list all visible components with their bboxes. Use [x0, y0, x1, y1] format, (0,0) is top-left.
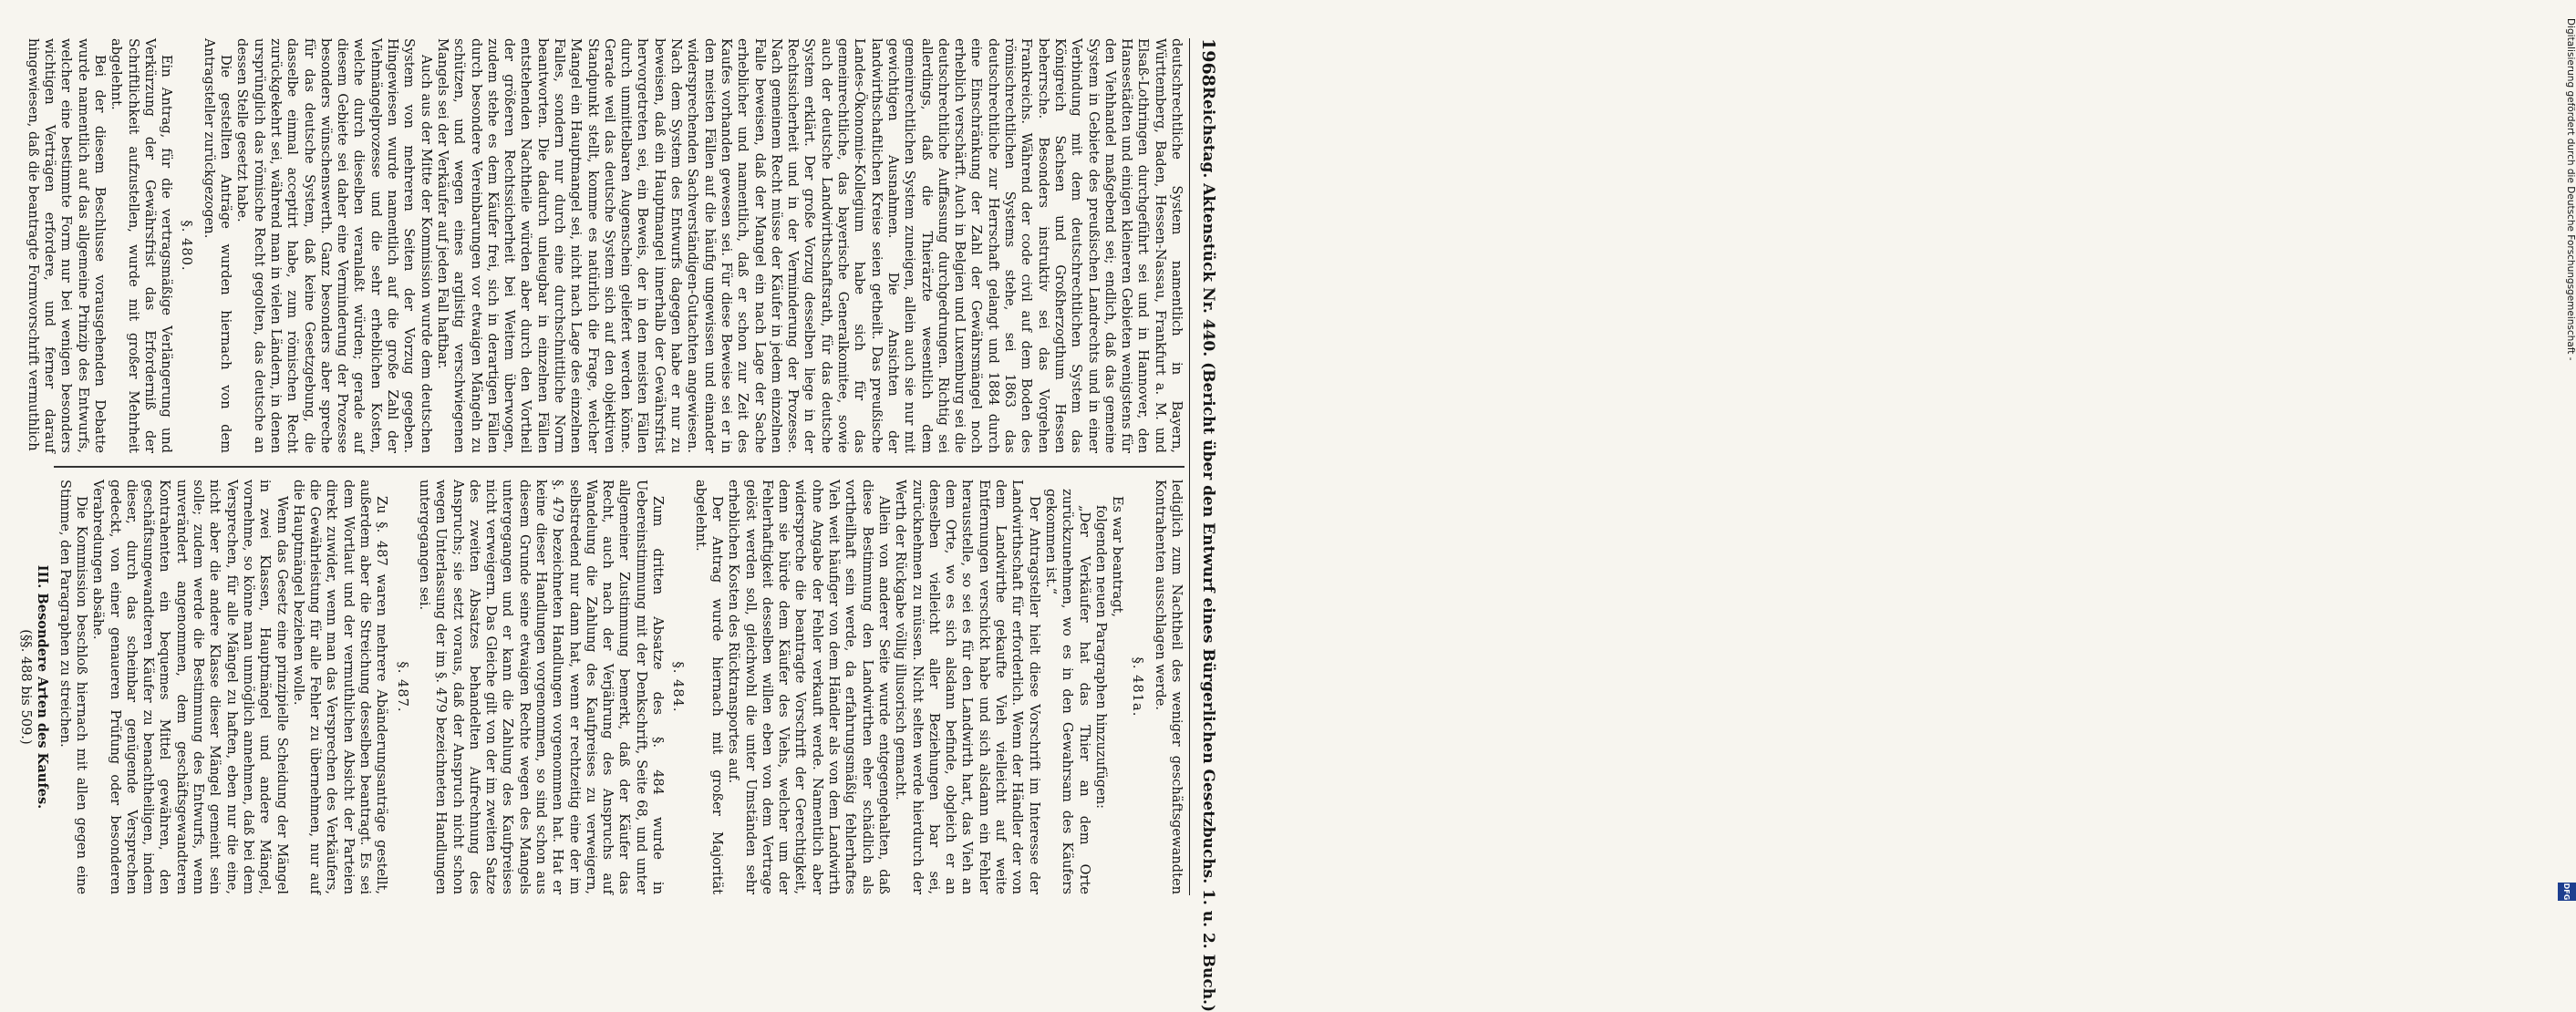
digitization-strip	[1272, 0, 2576, 912]
right-column	[18, 480, 1185, 894]
section-heading: §. 484.	[670, 661, 687, 713]
paragraph: Die gestellten Anträge wurden hiernach von dem Antragsteller zurückgezogen.	[201, 38, 234, 453]
paragraph: lediglich zum Nachtheil des weniger geschäftsgewandten Kontrahenten ausschlagen werde.	[1152, 480, 1185, 894]
paragraph: deutschrechtliche System namentlich in Bayern, Württemberg, Baden, Hessen-Nassau, Frankfurt a. M. und Elsaß-Lothringen durchgeführt sei und in Hannover, den Hansestädten und einigen kleineren Gebieten wenigstens für den Viehhandel maßgebend sei; endlich, daß das gemeine System in Gebiete des preußischen Landrechts und in einer Verbindung mit dem deutschrechtlichen System das Königreich Sachsen und Großherzogthum Hessen beherrsche. Besonders instruktiv sei das Vorgehen Frankreichs. Während der code civil auf dem Boden des römischrechtlichen Systems stehe, sei 1863 das deutschrechtliche zur Herrschaft gelangt und 1884 durch eine Einschränkung der Zahl der Gewährsmängel noch erheblich verschärft. Auch in Belgien und Luxemburg sei die deutschrechtliche Auffassung durchgedrungen. Richtig sei allerdings, daß die Thierärzte wesentlich dem gemeinrechtlichen System zuneigen, allein auch sie nur mit gewichtigen Ausnahmen. Die Ansichten der landwirthschaftlichen Kreise seien getheilt. Das preußische Landes-Ökonomie-Kollegium habe sich für das gemeinrechtliche, das bayerische Generalkomitee, sowie auch der deutsche Landwirthschaftsrath, für das deutsche System erklärt. Der große Vorzug desselben liege in der Rechtssicherheit und in der Verminderung der Prozesse. Nach gemeinem Recht müsse der Käufer in jedem einzelnen Falle beweisen, daß der Mangel ein nach Lage der Sache erheblicher und namentlich, daß er schon zur Zeit des Kaufes vorhanden gewesen sei. Für diese Beweise sei er in den meisten Fällen auf die häufig ungewissen und einander widersprechenden Sachverständigen-Gutachten angewiesen. Nach dem System des Entwurfs dagegen habe er nur zu beweisen, daß ein Hauptmangel innerhalb der Gewährsfrist hervorgetreten sei, ein Beweis, der in den meisten Fällen durch unmittelbaren Augenschein geliefert werden könne. Gerade weil das deutsche System sich auf den objektiven Standpunkt stellt, komme es natürlich die Frage, welcher Mangel ein Hauptmangel sei, nicht nach Lage des einzelnen Falles, sondern nur durch eine durchschnittliche Norm beantworten. Die dadurch unleugbar in einzelnen Fällen entstehenden Nachtheile würden aber durch den Vortheil der größeren Rechtssicherheit bei Weitem überwogen, zudem stehe es dem Käufer frei, sich in derartigen Fällen durch besondere Vereinbarungen vor etwaigen Mängeln zu schützen, und wegen eines arglistig verschwiegenen Mangels sei der Verkäufer auf jeden Fall haftbar.	[434, 38, 1185, 453]
running-title: Reichstag. Aktenstück Nr. 440. (Bericht über den Entwurf eines Bürgerlichen Gesetzbuchs. 1. u. 2. Buch.)	[1199, 86, 1217, 1012]
paragraph: Zu §. 487 waren mehrere Abänderungsanträge gestellt, außerdem aber die Streichung desselben beantragt. Es sei dem Wortlaut und der vermuthlichen Absicht der Parteien direkt zuwider, wenn man das Versprechen des Verkäufers, die Gewährleistung für alle Fehler zu übernehmen, nur auf die Hauptmängel beziehen wolle.	[290, 480, 390, 894]
page-number: 1968	[1198, 38, 1218, 87]
paragraph: Zum dritten Absatze des §. 484 wurde in Uebereinstimmung mit der Denkschrift, Seite 68, und unter allgemeiner Zustimmung bemerkt, daß der Käufer das Recht, auch nach der Verjährung des Anspruchs auf Wandelung die Zahlung des Kaufpreises zu verweigern, selbstredend nur dann hat, wenn er rechtzeitig eine der im §. 479 bezeichneten Handlungen vorgenommen hat. Hat er keine dieser Handlungen vorgenommen, so sind schon aus diesem Grunde seine etwaigen Rechte wegen des Mangels untergegangen und er kann die Zahlung des Kaufpreises nicht verweigern. Das Gleiche gilt von der im zweiten Satze des zweiten Absatzes behandelten Aufrechnung des Anspruchs; sie setzt voraus, daß der Anspruch nicht schon wegen Unterlassung der im §. 479 bezeichneten Handlungen untergegangen sei.	[416, 480, 667, 894]
paragraph: Der Antrag wurde hiernach mit großer Majorität abgelehnt.	[692, 480, 725, 894]
rotated-text-block	[18, 38, 1226, 1012]
paragraph: folgenden neuen Paragraphen hinzuzufügen:	[1092, 505, 1109, 810]
paragraph: Die Kommission beschloß hiernach mit allen gegen eine Stimme, den Paragraphen zu streichen.	[57, 480, 89, 894]
paragraph: Ein Antrag, für die vertragsmäßige Verlängerung und Verkürzung der Gewährsfrist das Erforderniß der Schriftlichkeit aufzustellen, wurde mit großer Mehrheit abgelehnt.	[109, 38, 175, 453]
paragraph: Bei der diesem Beschlusse vorausgehenden Debatte wurde namentlich auf das allgemeine Prinzip des Entwurfs, welcher eine bestimmte Form nur bei wenigen besonders wichtigen Verträgen erfordere, und ferner darauf hingewiesen, daß die beantragte Formvorschrift vermuthlich	[25, 38, 108, 453]
section-heading: §. 481a.	[1130, 656, 1146, 718]
quoted-provision: „Der Verkäufer hat das Thier an dem Orte zurückzunehmen, wo es in den Gewahrsam des Käufers gekommen ist.“	[1042, 489, 1092, 894]
paragraph: Auch aus der Mitte der Kommission wurde dem deutschen System von mehreren Seiten der Vorzug gegeben. Hingewiesen wurde namentlich auf die große Zahl der Viehmängelprozesse und die sehr erheblichen Kosten, welche durch dieselben veranlaßt würden; gerade auf diesem Gebiete sei daher eine Verminderung der Prozesse besonders wünschenswerth. Ganz besonders aber spreche für das deutsche System, daß keine Gesetzgebung, die dasselbe einmal acceptirt habe, zum römischen Recht zurückgekehrt sei, während man in vielen Ländern, in denen ursprünglich das römische Recht gegolten, das deutsche an dessen Stelle gesetzt habe.	[234, 38, 434, 453]
paragraph: Allein von anderer Seite wurde entgegengehalten, daß diese Bestimmung den Landwirthen eher schädlich als vortheilhaft sein werde, da erfahrungsmäßig fehlerhaftes Vieh weit häufiger von dem Händler als von dem Landwirth ohne Angabe der Fehler verkauft werde. Namentlich aber widerspreche die beantragte Vorschrift der Gerechtigkeit, denn sie bürde dem Käufer des Viehs, welcher um der Fehlerhaftigkeit desselben willen eben von dem Vertrage gelöst werden soll, gleichwohl die unter Umständen sehr erheblichen Kosten des Rücktransportes auf.	[726, 480, 892, 894]
page-header	[1189, 38, 1226, 1012]
chapter-subheading: (§§. 488 bis 509.)	[18, 629, 35, 745]
section-heading: §. 480.	[179, 220, 195, 272]
digitization-notice: Digitalisierung gefördert durch die Deutsche Forschungsgemeinschaft -	[2565, 18, 2576, 361]
column-divider	[54, 466, 1185, 468]
paragraph: Es war beantragt,	[1110, 496, 1126, 618]
chapter-heading: III. Besondere Arten des Kaufes.	[35, 564, 51, 810]
dfg-logo-icon: DFG	[2558, 883, 2576, 901]
paragraph: Der Antragsteller hielt diese Vorschrift im Interesse der Landwirthschaft für erforderlich. Wenn der Händler der von dem Landwirthe gekaufte Vieh vielleicht auf weite Entfernungen verschickt habe und sich alsdann ein Fehler herausstelle, so sei es für den Landwirth hart, das Vieh an dem Orte, wo es sich alsdann befinde, obgleich er an denselben vielleicht aller Beziehungen bar sei, zurücknehmen zu müssen. Nicht selten werde hierdurch der Werth der Rückgabe völlig illusorisch gemacht.	[893, 480, 1042, 894]
paragraph: Wenn das Gesetz eine prinzipielle Scheidung der Mängel in zwei Klassen, Hauptmängel und andere Mängel, vornehme, so könne man unmöglich annehmen, daß bei dem Versprechen, für alle Mängel zu haften, eben nur die eine, nicht aber die andere Klasse dieser Mängel gemeint sein solle; zudem werde die Bestimmung des Entwurfs, wenn unverändert angenommen, dem geschäftsgewandteren Kontrahenten ein bequemes Mittel gewähren, den geschäftsungewandteren Käufer zu benachtheiligen, indem dieser, durch das scheinbar genügende Versprechen gedeckt, von einer genaueren Prüfung oder besonderen Verabredungen absähe.	[90, 480, 290, 894]
section-heading: §. 487.	[394, 661, 410, 713]
left-column	[25, 38, 1185, 453]
